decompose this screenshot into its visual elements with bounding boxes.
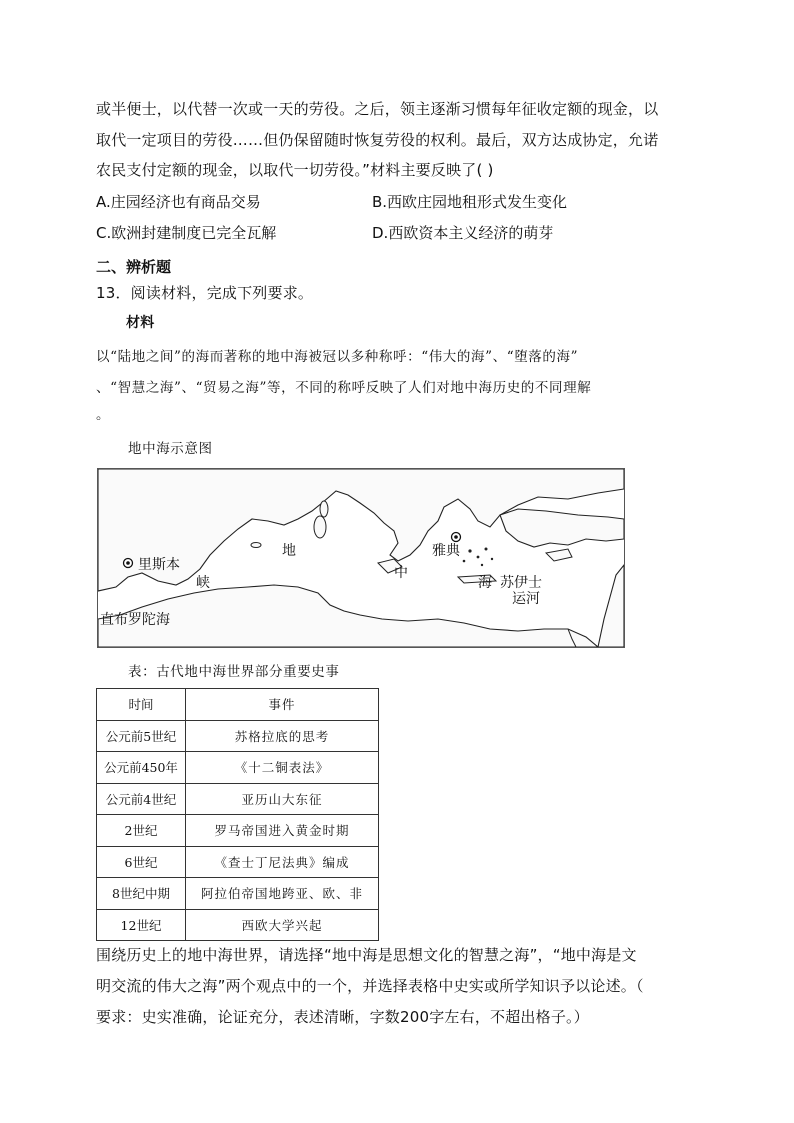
intro-line-1: 或半便士，以代替一次或一天的劳役。之后，领主逐渐习惯每年征收定额的现金，以 — [96, 100, 659, 118]
row-time: 2世纪 — [97, 815, 186, 847]
intro-line-3: 农民支付定额的现金，以取代一切劳役。”材料主要反映了( ) — [96, 161, 494, 179]
table-header-row — [97, 689, 379, 721]
map-lisbon-marker — [124, 559, 133, 568]
intro-line-2: 取代一定项目的劳役……但仍保留随时恢复劳役的权利。最后，双方达成协定，允诺 — [96, 131, 659, 149]
map-sardinia — [314, 516, 326, 538]
events-table — [96, 688, 379, 941]
map-label-lisbon: 里斯本 — [138, 557, 180, 573]
table-row — [97, 815, 379, 847]
row-event: 苏格拉底的思考 — [186, 720, 379, 752]
row-time: 公元前4世纪 — [97, 783, 186, 815]
map-label-athens: 雅典 — [432, 543, 460, 559]
row-event: 西欧大学兴起 — [186, 909, 379, 941]
table-caption: 表：古代地中海世界部分重要史事 — [128, 664, 340, 680]
header-event: 事件 — [186, 689, 379, 721]
map-label-suez-1: 苏伊士 — [500, 575, 542, 591]
table-row — [97, 878, 379, 910]
row-event: 《查士丁尼法典》编成 — [186, 846, 379, 878]
map-athens-marker — [452, 533, 461, 542]
material-line-2: 、“智慧之海”、“贸易之海”等，不同的称呼反映了人们对地中海历史的不同理解 — [96, 380, 592, 396]
map-label-sea-3: 海 — [478, 575, 492, 591]
prompt-line-1: 围绕历史上的地中海世界，请选择“地中海是思想文化的智慧之海”，“地中海是文 — [96, 946, 637, 964]
option-c[interactable]: C.欧洲封建制度已完全瓦解 — [96, 224, 277, 242]
table-row — [97, 846, 379, 878]
question-stem: 13．阅读材料，完成下列要求。 — [96, 284, 314, 302]
prompt-line-3: 要求：史实准确，论证充分，表述清晰，字数200字左右，不超出格子。） — [96, 1008, 589, 1026]
table-row — [97, 720, 379, 752]
map-label-sea-2: 中 — [394, 565, 408, 581]
option-b[interactable]: B.西欧庄园地租形式发生变化 — [372, 193, 568, 211]
row-time: 6世纪 — [97, 846, 186, 878]
option-d[interactable]: D.西欧资本主义经济的萌芽 — [372, 224, 554, 242]
map-anatolia — [500, 509, 624, 547]
row-event: 阿拉伯帝国地跨亚、欧、非 — [186, 878, 379, 910]
material-line-1: 以“陆地之间”的海而著称的地中海被冠以多种称呼：“伟大的海”、“堕落的海” — [96, 349, 579, 365]
table-row — [97, 783, 379, 815]
table-row — [97, 752, 379, 784]
map-label-gibraltar-1: 直布罗陀海 — [100, 612, 170, 628]
map-label-suez-2: 运河 — [512, 591, 540, 607]
row-event: 罗马帝国进入黄金时期 — [186, 815, 379, 847]
row-event: 《十二铜表法》 — [186, 752, 379, 784]
material-label: 材料 — [126, 315, 155, 331]
row-event: 亚历山大东征 — [186, 783, 379, 815]
map-corsica — [320, 501, 328, 517]
prompt-line-2: 明交流的伟大之海”两个观点中的一个，并选择表格中史实或所学知识予以论述。（ — [96, 977, 644, 995]
map-cyprus — [546, 549, 572, 561]
mediterranean-map — [97, 468, 625, 648]
map-label-gibraltar-2: 峡 — [196, 575, 210, 591]
material-line-3: 。 — [96, 407, 111, 423]
map-drawing — [98, 469, 624, 647]
section-heading: 二、辨析题 — [96, 258, 172, 276]
row-time: 公元前5世纪 — [97, 720, 186, 752]
table-row — [97, 909, 379, 941]
map-label-sea-1: 地 — [282, 543, 296, 559]
map-levant — [598, 565, 624, 647]
option-a[interactable]: A.庄园经济也有商品交易 — [96, 193, 261, 211]
header-time: 时间 — [97, 689, 186, 721]
map-aegean-islands — [463, 548, 493, 567]
map-caption: 地中海示意图 — [128, 441, 213, 457]
row-time: 8世纪中期 — [97, 878, 186, 910]
row-time: 公元前450年 — [97, 752, 186, 784]
row-time: 12世纪 — [97, 909, 186, 941]
map-balearic — [251, 543, 261, 548]
